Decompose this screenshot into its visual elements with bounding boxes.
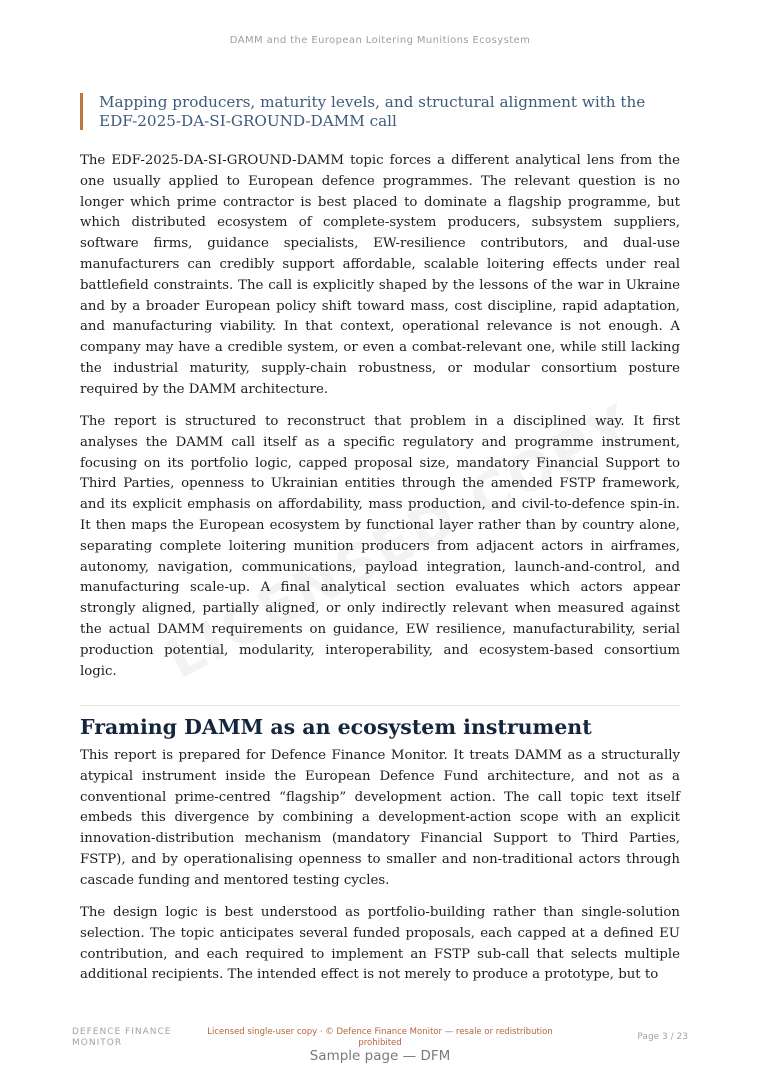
footer-publisher xyxy=(72,1027,212,1048)
intro-paragraph-2: The report is structured to reconstruct that problem in a disciplined way. It first analyses the DAMM call itself as a specific regulatory and programme instrument, focusing on its portfolio logic, capped proposal size, mandatory Financial Support to Third Parties, openness to Ukrainian entities through the amended FSTP framework, and its explicit emphasis on affordability, mass production, and civil-to-defence spin-in. It then maps the European ecosystem by functional layer rather than by country alone, separating complete loitering munition producers from adjacent actors in airframes, autonomy, navigation, communications, payload integration, launch-and-control, and manufacturing scale-up. A final analytical section evaluates which actors appear strongly aligned, partially aligned, or only indirectly relevant when measured against the actual DAMM requirements on guidance, EW resilience, manufacturability, serial production potential, modularity, interoperability, and ecosystem-based consortium logic. xyxy=(80,414,680,679)
footer-publisher-line-1: DEFENCE FINANCE xyxy=(72,1027,172,1037)
sample-page-label: Sample page — DFM xyxy=(309,1048,451,1064)
section-paragraph-1: This report is prepared for Defence Finance Monitor. It treats DAMM as a structurally atypical instrument inside the European Defence Fund architecture, and not as a conventional prime-centred “flagship” development action. The call topic text itself embeds this divergence by combining a development-action scope with an explicit innovation-distribution mechanism (mandatory Financial Support to Third Parties, FSTP), and by operationalising openness to smaller and non-traditional actors through cascade funding and mentored testing cycles. xyxy=(80,748,680,888)
footer-license-line-2: prohibited xyxy=(358,1038,402,1048)
callout-box xyxy=(80,93,680,130)
footer-license-line-1: Licensed single-user copy · © Defence Finance Monitor — resale or redistribution xyxy=(207,1027,553,1037)
section-paragraph-2: The design logic is best understood as portfolio-building rather than single-solution selection. The topic anticipates several funded proposals, each capped at a defined EU contribution, and each required to implement an FSTP sub-call that selects multiple additional recipients. The intended effect is not merely to produce a prototype, but to xyxy=(80,905,680,983)
footer-page-number: Page 3 / 23 xyxy=(637,1032,688,1042)
section-heading: Framing DAMM as an ecosystem instrument xyxy=(80,715,592,739)
section-divider xyxy=(80,705,680,706)
callout-text: Mapping producers, maturity levels, and structural alignment with the EDF-2025-DA-SI-GROUND-DAMM call xyxy=(99,93,646,130)
footer-publisher-line-2: MONITOR xyxy=(72,1037,123,1048)
running-header: DAMM and the European Loitering Munitions Ecosystem xyxy=(229,35,531,46)
intro-paragraph-1: The EDF-2025-DA-SI-GROUND-DAMM topic forces a different analytical lens from the one usually applied to European defence programmes. The relevant question is no longer which prime contractor is best placed to dominate a flagship programme, but which distributed ecosystem of complete-system producers, subsystem suppliers, software firms, guidance specialists, EW-resilience contributors, and dual-use manufacturers can credibly support affordable, scalable loitering effects under real battlefield constraints. The call is explicitly shaped by the lessons of the war in Ukraine and by a broader European policy shift toward mass, cost discipline, rapid adaptation, and manufacturing viability. In that context, operational relevance is not enough. A company may have a credible system, or even a combat-relevant one, while still lacking the industrial maturity, supply-chain robustness, or modular consortium posture required by the DAMM architecture. xyxy=(80,153,680,397)
footer-license-notice xyxy=(200,1027,560,1049)
